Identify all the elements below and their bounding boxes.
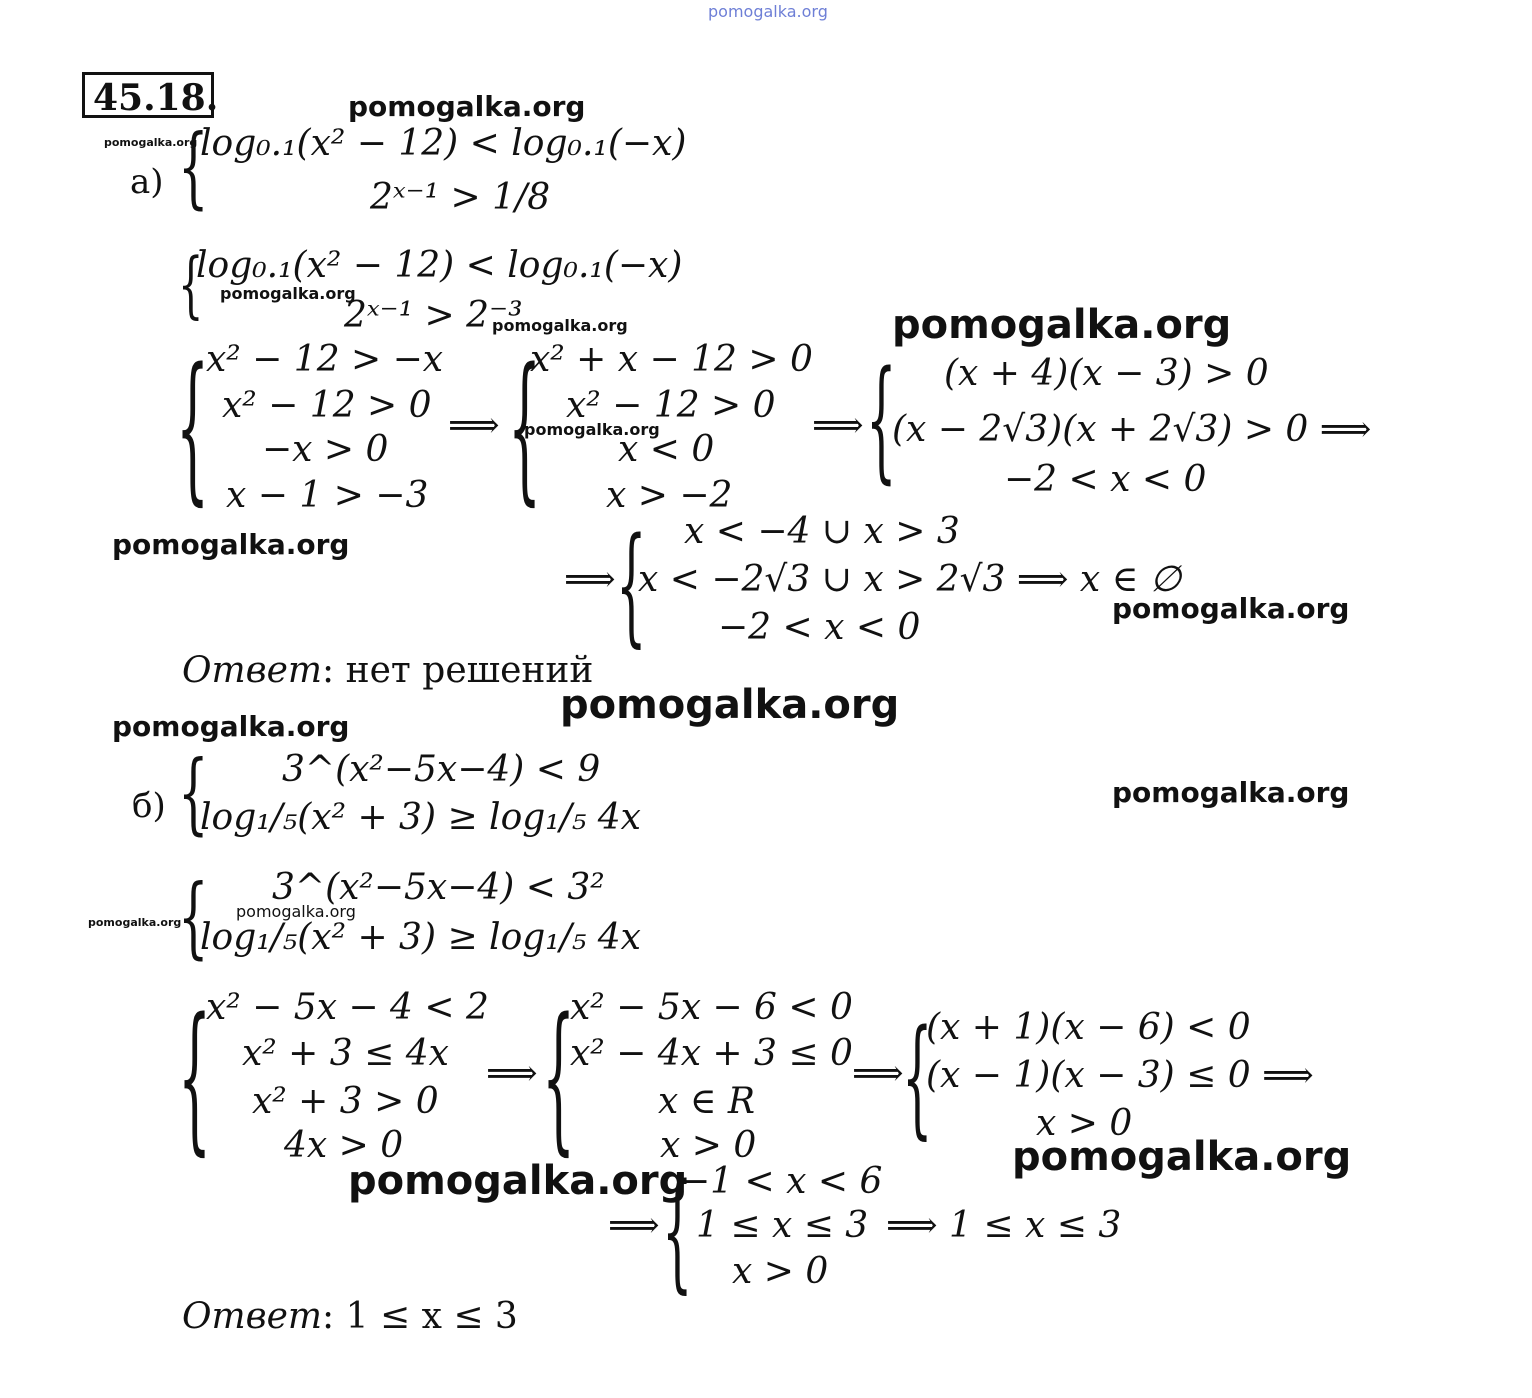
watermark: pomogalka.org — [560, 682, 900, 728]
implies-arrow: ⟹ — [486, 1053, 538, 1094]
watermark: pomogalka.org — [348, 90, 586, 123]
part-b-label: б) — [132, 786, 166, 826]
equation: x² − 5x − 4 < 2 — [206, 987, 489, 1028]
equation: −x > 0 — [262, 429, 389, 470]
watermark: pomogalka.org — [112, 528, 350, 561]
left-brace: { — [508, 338, 542, 522]
problem-number: 45.18. — [82, 72, 214, 118]
equation: x² − 5x − 6 < 0 — [570, 987, 853, 1028]
implies-arrow: ⟹ — [564, 559, 616, 600]
equation: (x + 4)(x − 3) > 0 — [944, 353, 1269, 394]
left-brace: { — [178, 118, 209, 220]
implies-arrow: ⟹ — [448, 405, 500, 446]
watermark: pomogalka.org — [104, 136, 198, 149]
left-brace: { — [902, 1006, 933, 1154]
left-brace: { — [178, 244, 204, 327]
implies-arrow: ⟹ — [812, 405, 864, 446]
equation: log₀.₁(x² − 12) < log₀.₁(−x) — [196, 245, 683, 286]
watermark: pomogalka.org — [492, 316, 628, 335]
equation: x > 0 — [732, 1251, 829, 1292]
watermark: pomogalka.org — [112, 710, 350, 743]
equation: x² − 12 > 0 — [566, 385, 776, 426]
equation: log₀.₁(x² − 12) < log₀.₁(−x) — [200, 123, 687, 164]
left-brace: { — [178, 988, 212, 1172]
watermark: pomogalka.org — [1112, 592, 1350, 625]
left-brace: { — [178, 868, 209, 970]
equation: x² − 12 > 0 — [222, 385, 432, 426]
watermark-top: pomogalka.org — [708, 2, 828, 21]
equation: x² − 12 > −x — [206, 339, 444, 380]
watermark: pomogalka.org — [220, 284, 356, 303]
equation: x < −2√3 ∪ x > 2√3 ⟹ x ∈ ∅ — [638, 559, 1182, 600]
result: ⟹ 1 ≤ x ≤ 3 — [886, 1205, 1122, 1246]
watermark: pomogalka.org — [892, 302, 1232, 348]
equation: 1 ≤ x ≤ 3 — [696, 1205, 869, 1246]
equation: 2ˣ⁻¹ > 1/8 — [370, 177, 551, 218]
left-brace: { — [542, 988, 576, 1172]
equation: (x − 2√3)(x + 2√3) > 0 ⟹ — [892, 409, 1372, 450]
answer-label: Ответ — [182, 1296, 323, 1337]
answer-a — [182, 650, 593, 691]
equation: 4x > 0 — [284, 1125, 404, 1166]
equation: x < −4 ∪ x > 3 — [684, 511, 960, 552]
answer-label: Ответ — [182, 650, 323, 691]
equation: x ∈ R — [658, 1081, 755, 1122]
left-brace: { — [616, 514, 647, 662]
equation: (x + 1)(x − 6) < 0 — [926, 1007, 1251, 1048]
implies-arrow: ⟹ — [608, 1205, 660, 1246]
equation: 3^(x²−5x−4) < 9 — [282, 749, 601, 790]
watermark: pomogalka.org — [88, 916, 182, 929]
equation: −1 < x < 6 — [680, 1161, 883, 1202]
equation: x > −2 — [606, 475, 733, 516]
equation: x² − 4x + 3 ≤ 0 — [570, 1033, 853, 1074]
left-brace: { — [176, 338, 210, 522]
equation: log₁/₅(x² + 3) ≥ log₁/₅ 4x — [200, 917, 641, 958]
part-a-label: а) — [130, 162, 164, 202]
watermark: pomogalka.org — [236, 902, 356, 921]
left-brace: { — [866, 346, 897, 498]
watermark: pomogalka.org — [1112, 776, 1350, 809]
equation: 3^(x²−5x−4) < 3² — [272, 867, 605, 908]
equation: x < 0 — [618, 429, 715, 470]
equation: x > 0 — [660, 1125, 757, 1166]
answer-b — [182, 1296, 518, 1337]
implies-arrow: ⟹ — [852, 1053, 904, 1094]
equation: −2 < x < 0 — [1004, 459, 1207, 500]
watermark: pomogalka.org — [524, 420, 660, 439]
watermark: pomogalka.org — [1012, 1134, 1352, 1180]
equation: x² + x − 12 > 0 — [530, 339, 813, 380]
left-brace: { — [662, 1160, 693, 1308]
equation: x > 0 — [1036, 1103, 1133, 1144]
equation: (x − 1)(x − 3) ≤ 0 ⟹ — [926, 1055, 1314, 1096]
answer-value: : нет решений — [322, 650, 594, 691]
answer-value: : 1 ≤ x ≤ 3 — [322, 1296, 518, 1337]
equation: x² + 3 > 0 — [252, 1081, 439, 1122]
left-brace: { — [178, 744, 209, 846]
equation: log₁/₅(x² + 3) ≥ log₁/₅ 4x — [200, 797, 641, 838]
equation: −2 < x < 0 — [718, 607, 921, 648]
equation: x − 1 > −3 — [226, 475, 429, 516]
equation: x² + 3 ≤ 4x — [242, 1033, 449, 1074]
watermark: pomogalka.org — [348, 1158, 688, 1204]
equation: 2ˣ⁻¹ > 2⁻³ — [344, 295, 523, 336]
